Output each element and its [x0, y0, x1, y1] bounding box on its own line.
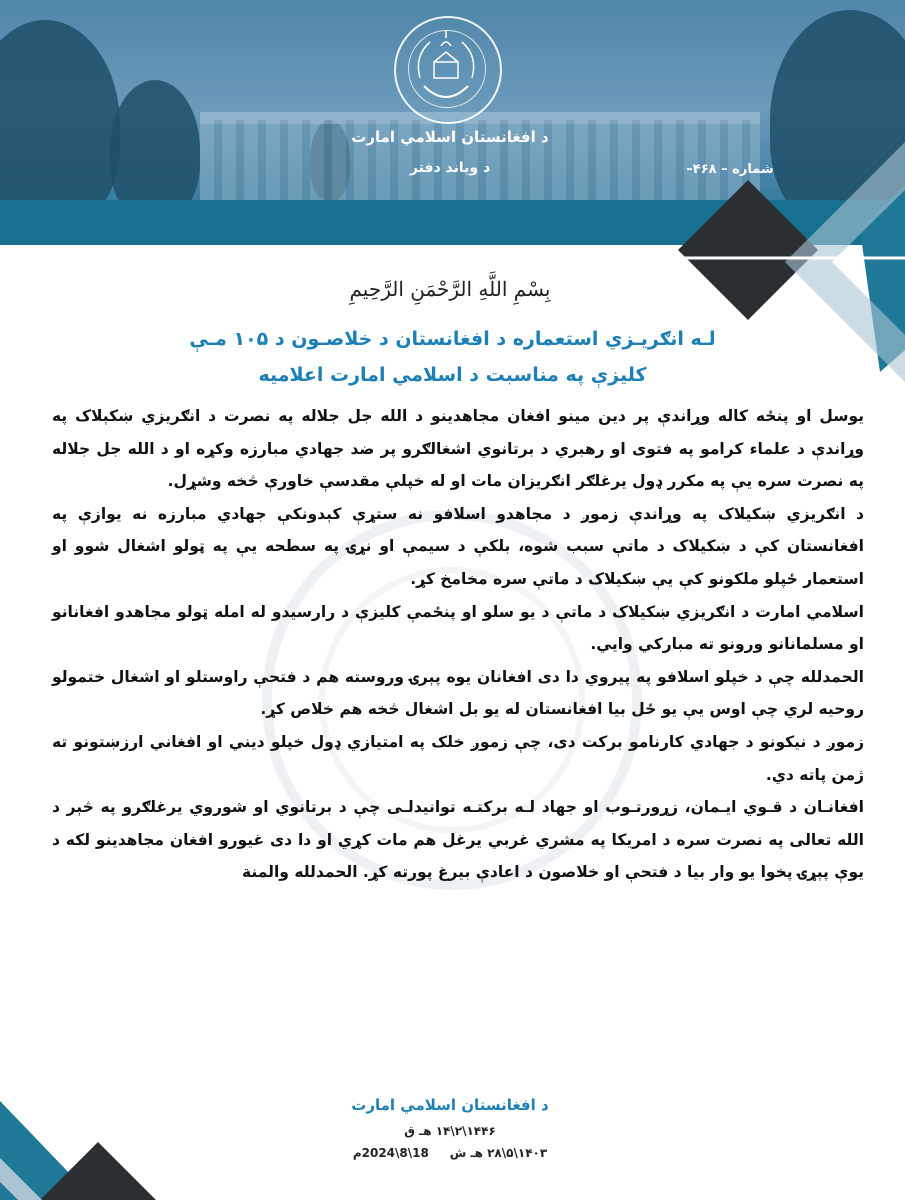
paragraph-2: د انګریزي ښکیلاک په وړاندې زموږ د مجاهدو اسلافو نه ستړې کېدونکې جهادي مبارزه نه یوازې په افغانستان کې د ښکیلاک د ماتې سبب شوه، بلکې د سیمې او نړۍ په سطحه یې په ټولو اشغال شوو او استعمار ځپلو ملکونو کې یې ښکیلاک د ماتې سره مخامخ کړ. [52, 504, 864, 588]
paragraph-1: یوسل او پنځه کاله وړاندې پر دین مینو افغان مجاهدینو د الله جل جلاله په نصرت د انګریزي ښکېلاک په وړاندې د علماء کرامو په فتوی او رهبري د برتانوي اشغالګرو پر ضد جهادي مبارزه وکړه او د الله جل جلاله په نصرت سره یې په مکرر ډول یرغلګر انګریزان مات او له خپلې مقدسې خاورې څخه وشړل. [52, 407, 864, 491]
paragraph-4: الحمدلله چې د خپلو اسلافو په پیروي دا دی افغانان یوه پېرۍ وروسته هم د فتحې راوستلو او اشغال ختمولو روحیه لري چې اوس یې یو ځل بیا افغانستان له یو بل اشغال څخه هم خلاص کړ. [52, 667, 864, 719]
paragraph-6: افغانـان د قـوي ایـمان، زړورتـوب او جهاد لـه برکتـه توانیدلـی چې د برتانوي او شوروي یرغلګرو په څېر د الله تعالی په نصرت سره د امریکا په مشري غربي یرغل هم مات کړي او دا دی غیورو افغان مجاهدینو لکه د یوې پېړۍ پخوا یو وار بیا د فتحې او خلاصون د اعادې بیرغ پورته کړ. الحمدلله والمنة [52, 798, 864, 882]
office-name: د ویاند دفتر [409, 160, 491, 176]
paragraph-5: زموږ د نیکونو د جهادي کارنامو برکت دی، چې زموږ خلک په امتیازي ډول خپلو دیني او افغاني ارزښتونو ته ژمن پاته دي. [52, 732, 864, 784]
paragraph-3: اسلامي امارت د انګریزي ښکیلاک د ماتې د یو سلو او پنځمې کلیزې د رارسیدو له امله ټولو مجاهدو افغانانو او مسلمانانو ورونو ته مبارکي وايي. [52, 602, 864, 654]
organization-title: د افغانستان اسلامي امارت [351, 128, 549, 146]
date-hijri-qamari: ۱۴۴۶\۲\۱۴ هـ ق [404, 1124, 496, 1138]
statement-number: شماره – ۴۶۸– [686, 162, 774, 177]
signature: د افغانستان اسلامي امارت [351, 1096, 549, 1114]
headline-line-1: لـه انګریـزي استعماره د افغانستان د خلاصـون د ۱۰۵ مـې [189, 328, 716, 350]
bismillah-calligraphy: بِسْمِ اللَّهِ الرَّحْمَنِ الرَّحِيمِ [349, 277, 551, 301]
date-hijri-shamsi: ۱۴۰۳\۵\۲۸ هـ ش [449, 1146, 548, 1160]
bottom-decoration [0, 1100, 200, 1200]
statement-body [52, 400, 864, 889]
date-row [300, 1146, 600, 1160]
date-gregorian: 18\8\2024م [352, 1146, 429, 1160]
headline-line-2: کلیزې په مناسبت د اسلامي امارت اعلامیه [258, 364, 647, 386]
